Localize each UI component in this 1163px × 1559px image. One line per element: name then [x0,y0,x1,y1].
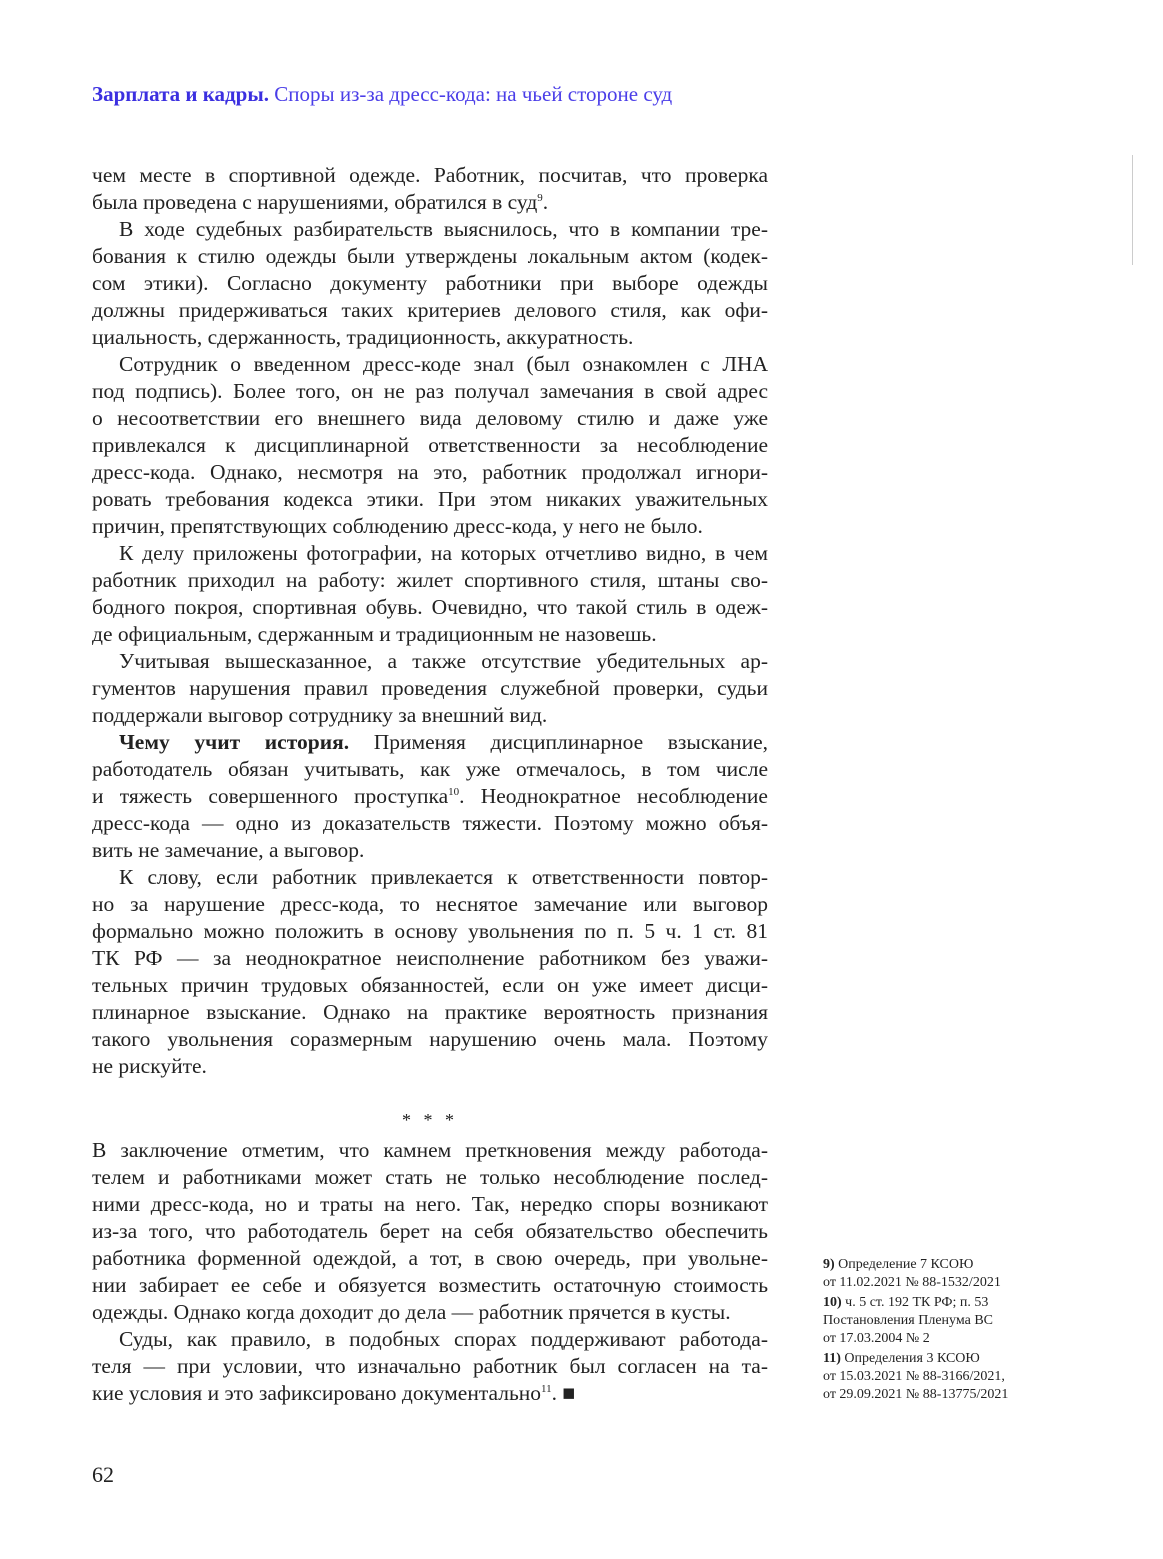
text-line: нии забирает ее себе и обязуется возместить остаточную стоимость [92,1273,768,1297]
text-line: вить не замечание, а выговор. [92,838,365,862]
footnote-text: от 17.03.2004 № 2 [823,1331,930,1346]
footnote-line [823,1386,1063,1404]
text-line: поддержали выговор сотруднику за внешний вид. [92,703,548,727]
paragraph [92,864,768,1080]
text-line: о несоответствии его внешнего вида деловому стилю и даже уже [92,406,768,430]
text-line [92,783,768,810]
text-line: сом этики). Согласно документу работники при выборе одежды [92,271,768,295]
footnote [823,1294,1063,1348]
footnote-text: Постановления Пленума ВС [823,1313,993,1328]
line-text: кие условия и это зафиксировано документально [92,1381,542,1405]
text-line [92,729,768,756]
text-line: теля — при условии, что изначально работник был согласен на та- [92,1354,768,1378]
text-line: привлекался к дисциплинарной ответственности за несоблюдение [92,433,768,457]
text-line: К делу приложены фотографии, на которых отчетливо видно, в чем [119,541,768,565]
text-line: де официальным, сдержанным и традиционным не назовешь. [92,622,657,646]
text-line: телем и работниками может стать не только несоблюдение послед- [92,1165,768,1189]
text-line: такого увольнения соразмерным нарушению очень мала. Поэтому [92,1027,768,1051]
footnotes [823,1256,1063,1406]
text-line: работодатель обязан учитывать, как уже отмечалось, в том числе [92,757,768,781]
text-line: дресс-кода. Однако, несмотря на это, работник продолжал игнори- [92,460,768,484]
text-line: Суды, как правило, в подобных спорах поддерживают работода- [119,1327,768,1351]
text-line: Учитывая вышесказанное, а также отсутствие убедительных ар- [119,649,768,673]
paragraph [92,1326,768,1407]
footnote [823,1256,1063,1292]
section-name: Зарплата и кадры. [92,82,270,106]
text-line: одежды. Однако когда доходит до дела — работник прячется в кусты. [92,1300,731,1324]
footnote-line [823,1274,1063,1292]
text-line: но за нарушение дресс-кода, то неснятое замечание или выговор [92,892,768,916]
text-line [92,189,768,216]
paragraph [92,648,768,729]
text-line: ровать требования кодекса этики. При этом никаких уважительных [92,487,768,511]
line-text: была проведена с нарушениями, обратился в суд [92,190,538,214]
page-edge-divider [1132,155,1133,265]
text-line: дресс-кода — одно из доказательств тяжести. Поэтому можно объя- [92,811,768,835]
paragraph [92,1137,768,1326]
text-line: причин, препятствующих соблюдению дресс-кода, у него не было. [92,514,703,538]
running-header [92,82,672,107]
text-line: под подпись). Более того, он не раз получал замечания в свой адрес [92,379,768,403]
footnote-text: от 29.09.2021 № 88-13775/2021 [823,1387,1009,1402]
text-line: из-за того, что работодатель берет на себя обязательство обеспечить [92,1219,768,1243]
line-text: . Неоднократное несоблюдение [459,784,768,808]
footnote-number: 11) [823,1351,841,1366]
text-line: бодного покроя, спортивная обувь. Очевидно, что такой стиль в одеж- [92,595,768,619]
text-line: тельных причин трудовых обязанностей, если он уже имеет дисци- [92,973,768,997]
text-line: формально можно положить в основу увольнения по п. 5 ч. 1 ст. 81 [92,919,768,943]
paragraph [92,540,768,648]
line-text: . [542,190,549,214]
section-separator: * * * [402,1110,458,1130]
text-line [92,1380,768,1407]
footnote-line [823,1330,1063,1348]
paragraph [92,351,768,540]
text-line: К слову, если работник привлекается к ответственности повтор- [119,865,768,889]
footnote-line [823,1256,1063,1274]
footnote-ref: 9 [537,192,543,204]
paragraph [92,162,768,216]
footnote-ref: 10 [448,786,460,798]
text-line: должны придерживаться таких критериев делового стиля, как офи- [92,298,768,322]
footnote-text: Определение 7 КСОЮ [838,1257,974,1272]
footnote-line [823,1350,1063,1368]
footnote-number: 10) [823,1295,842,1310]
text-line: ТК РФ — за неоднократное неисполнение работником без уважи- [92,946,768,970]
text-line: бования к стилю одежды были утверждены локальным актом (кодек- [92,244,768,268]
paragraph [92,216,768,351]
text-line: ними дресс-кода, но и траты на него. Так, нередко споры возникают [92,1192,768,1216]
line-text: и тяжесть совершенного проступка [92,784,449,808]
text-line: В заключение отметим, что камнем преткновения между работода- [92,1138,768,1162]
footnote-ref: 11 [541,1383,552,1395]
article-body [92,162,768,1080]
text-line: циальность, сдержанность, традиционность, аккуратность. [92,325,634,349]
footnote-line [823,1312,1063,1330]
text-line: плинарное взыскание. Однако на практике вероятность признания [92,1000,768,1024]
bold-lead: Чему учит история. [119,730,350,754]
footnote [823,1350,1063,1404]
text-line: гументов нарушения правил проведения служебной проверки, судьи [92,676,768,700]
text-line: Сотрудник о введенном дресс-коде знал (был ознакомлен с ЛНА [119,352,768,376]
footnote-text: Определения 3 КСОЮ [844,1351,980,1366]
footnote-text: ч. 5 ст. 192 ТК РФ; п. 53 [845,1295,989,1310]
article-conclusion [92,1137,768,1407]
text-line: чем месте в спортивной одежде. Работник, посчитав, что проверка [92,163,768,187]
footnote-line [823,1368,1063,1386]
text-line: работника форменной одеждой, а тот, в свою очередь, при увольне- [92,1246,768,1270]
line-text: Применяя дисциплинарное взыскание, [349,730,768,754]
footnote-text: от 15.03.2021 № 88-3166/2021, [823,1369,1005,1384]
text-line: работник приходил на работу: жилет спортивного стиля, штаны сво- [92,568,768,592]
footnote-number: 9) [823,1257,835,1272]
page-number: 62 [92,1462,114,1487]
line-text: . ■ [551,1381,576,1405]
footnote-line [823,1294,1063,1312]
footnote-text: от 11.02.2021 № 88-1532/2021 [823,1275,1001,1290]
article-title: Споры из-за дресс-кода: на чьей стороне суд [274,82,673,106]
text-line: В ходе судебных разбирательств выяснилось, что в компании тре- [119,217,768,241]
paragraph [92,729,768,864]
text-line: не рискуйте. [92,1054,207,1078]
